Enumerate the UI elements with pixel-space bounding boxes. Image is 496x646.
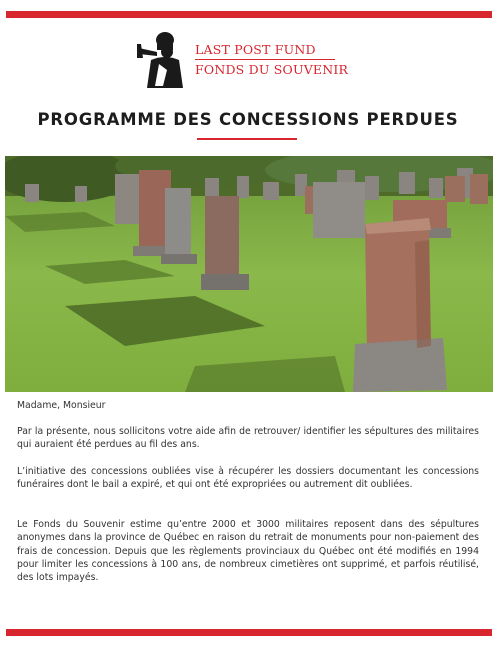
paragraph-1: Par la présente, nous sollicitons votre aide afin de retrouver/ identifier les sépultures des militaires qui auraient été perdues au fil des ans. [17,426,479,451]
logo-divider [195,59,335,60]
paragraph-2: L’initiative des concessions oubliées vise à récupérer les dossiers documentant les concessions funéraires dont le bail a expiré, et qui ont été expropriées ou autrement dit oubliées. [17,466,479,491]
bottom-red-bar [6,629,492,636]
paragraph-3: Le Fonds du Souvenir estime qu’entre 2000 et 3000 militaires reposent dans des sépultures anonymes dans la province de Québec en raison du retrait de monuments pour non-paiement des frais de concession. Depuis que les règlements provinciaux du Québec ont été modifiés en 1994 pour limiter les concessions à 100 ans, de nombreux cimetières ont supprimé, et parfois réutilisé, des lots impayés. [17,519,479,584]
cemetery-photo [5,156,493,392]
logo-name-fr: FONDS DU SOUVENIR [195,62,349,77]
bugler-icon [137,30,193,90]
top-red-bar [6,11,492,18]
title-underline [197,138,297,140]
logo-name-en: LAST POST FUND [195,42,316,57]
last-post-fund-logo [137,30,349,90]
page-title: PROGRAMME DES CONCESSIONS PERDUES [37,110,459,129]
salutation: Madame, Monsieur [17,400,106,411]
